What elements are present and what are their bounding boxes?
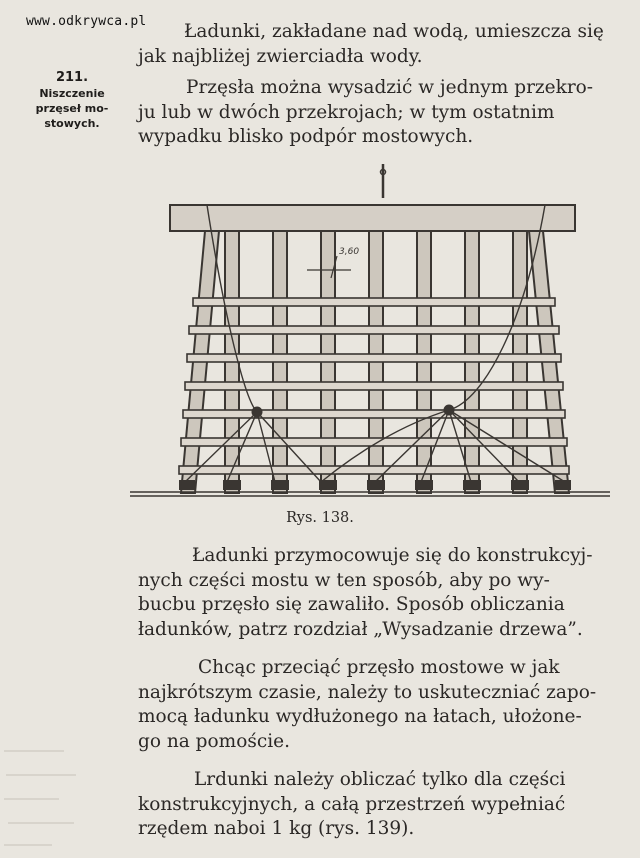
text-line: Przęsła można wysadzić w jednym przekro-	[186, 77, 594, 98]
paragraph	[138, 544, 616, 642]
text-line: najkrótszym czasie, należy to uskuteczniać zapo-	[138, 681, 597, 703]
text-line: nych części mostu w ten sposób, aby po wy-	[138, 569, 550, 591]
text-line: jak najbliżej zwierciadła wody.	[138, 45, 423, 67]
text-line: ładunków, patrz rozdział „Wysadzanie drzewa”.	[138, 618, 583, 640]
paragraph	[138, 768, 616, 842]
margin-heading-line: stowych.	[44, 117, 100, 130]
figure-caption: Rys. 138.	[286, 510, 354, 526]
text-line: Chcąc przeciąć przęsło mostowe w jak	[198, 657, 560, 678]
paragraph	[138, 20, 608, 69]
text-line: Ładunki, zakładane nad wodą, umieszcza się	[184, 21, 604, 42]
margin-heading-line: przęseł mo-	[35, 102, 109, 115]
site-watermark: www.odkrywca.pl	[26, 14, 147, 29]
text-line: mocą ładunku wydłużonego na łatach, ułożone-	[138, 706, 582, 727]
text-line: go na pomoście.	[138, 730, 290, 752]
dimension-label: 3,60	[339, 247, 360, 257]
text-line: Ładunki przymocowuje się do konstrukcyj-	[192, 545, 593, 566]
text-line: rzędem naboi 1 kg (rys. 139).	[138, 818, 415, 839]
text-line: Lrdunki należy obliczać tylko dla części	[194, 769, 566, 790]
paragraph	[138, 76, 616, 150]
text-line: ju lub w dwóch przekrojach; w tym ostatnim	[138, 101, 555, 123]
bridge-span-illustration	[125, 160, 615, 505]
show-through-marks	[0, 740, 110, 858]
text-line: wypadku blisko podpór mostowych.	[138, 126, 474, 147]
section-number: 211.	[55, 70, 89, 85]
text-line: bucbu przęsło się zawaliło. Sposób obliczania	[138, 594, 565, 615]
text-line: konstrukcyjnych, a całą przestrzeń wypełniać	[138, 793, 566, 815]
paragraph	[138, 656, 616, 754]
margin-heading-line: Niszczenie	[39, 87, 105, 100]
margin-heading	[22, 70, 122, 131]
